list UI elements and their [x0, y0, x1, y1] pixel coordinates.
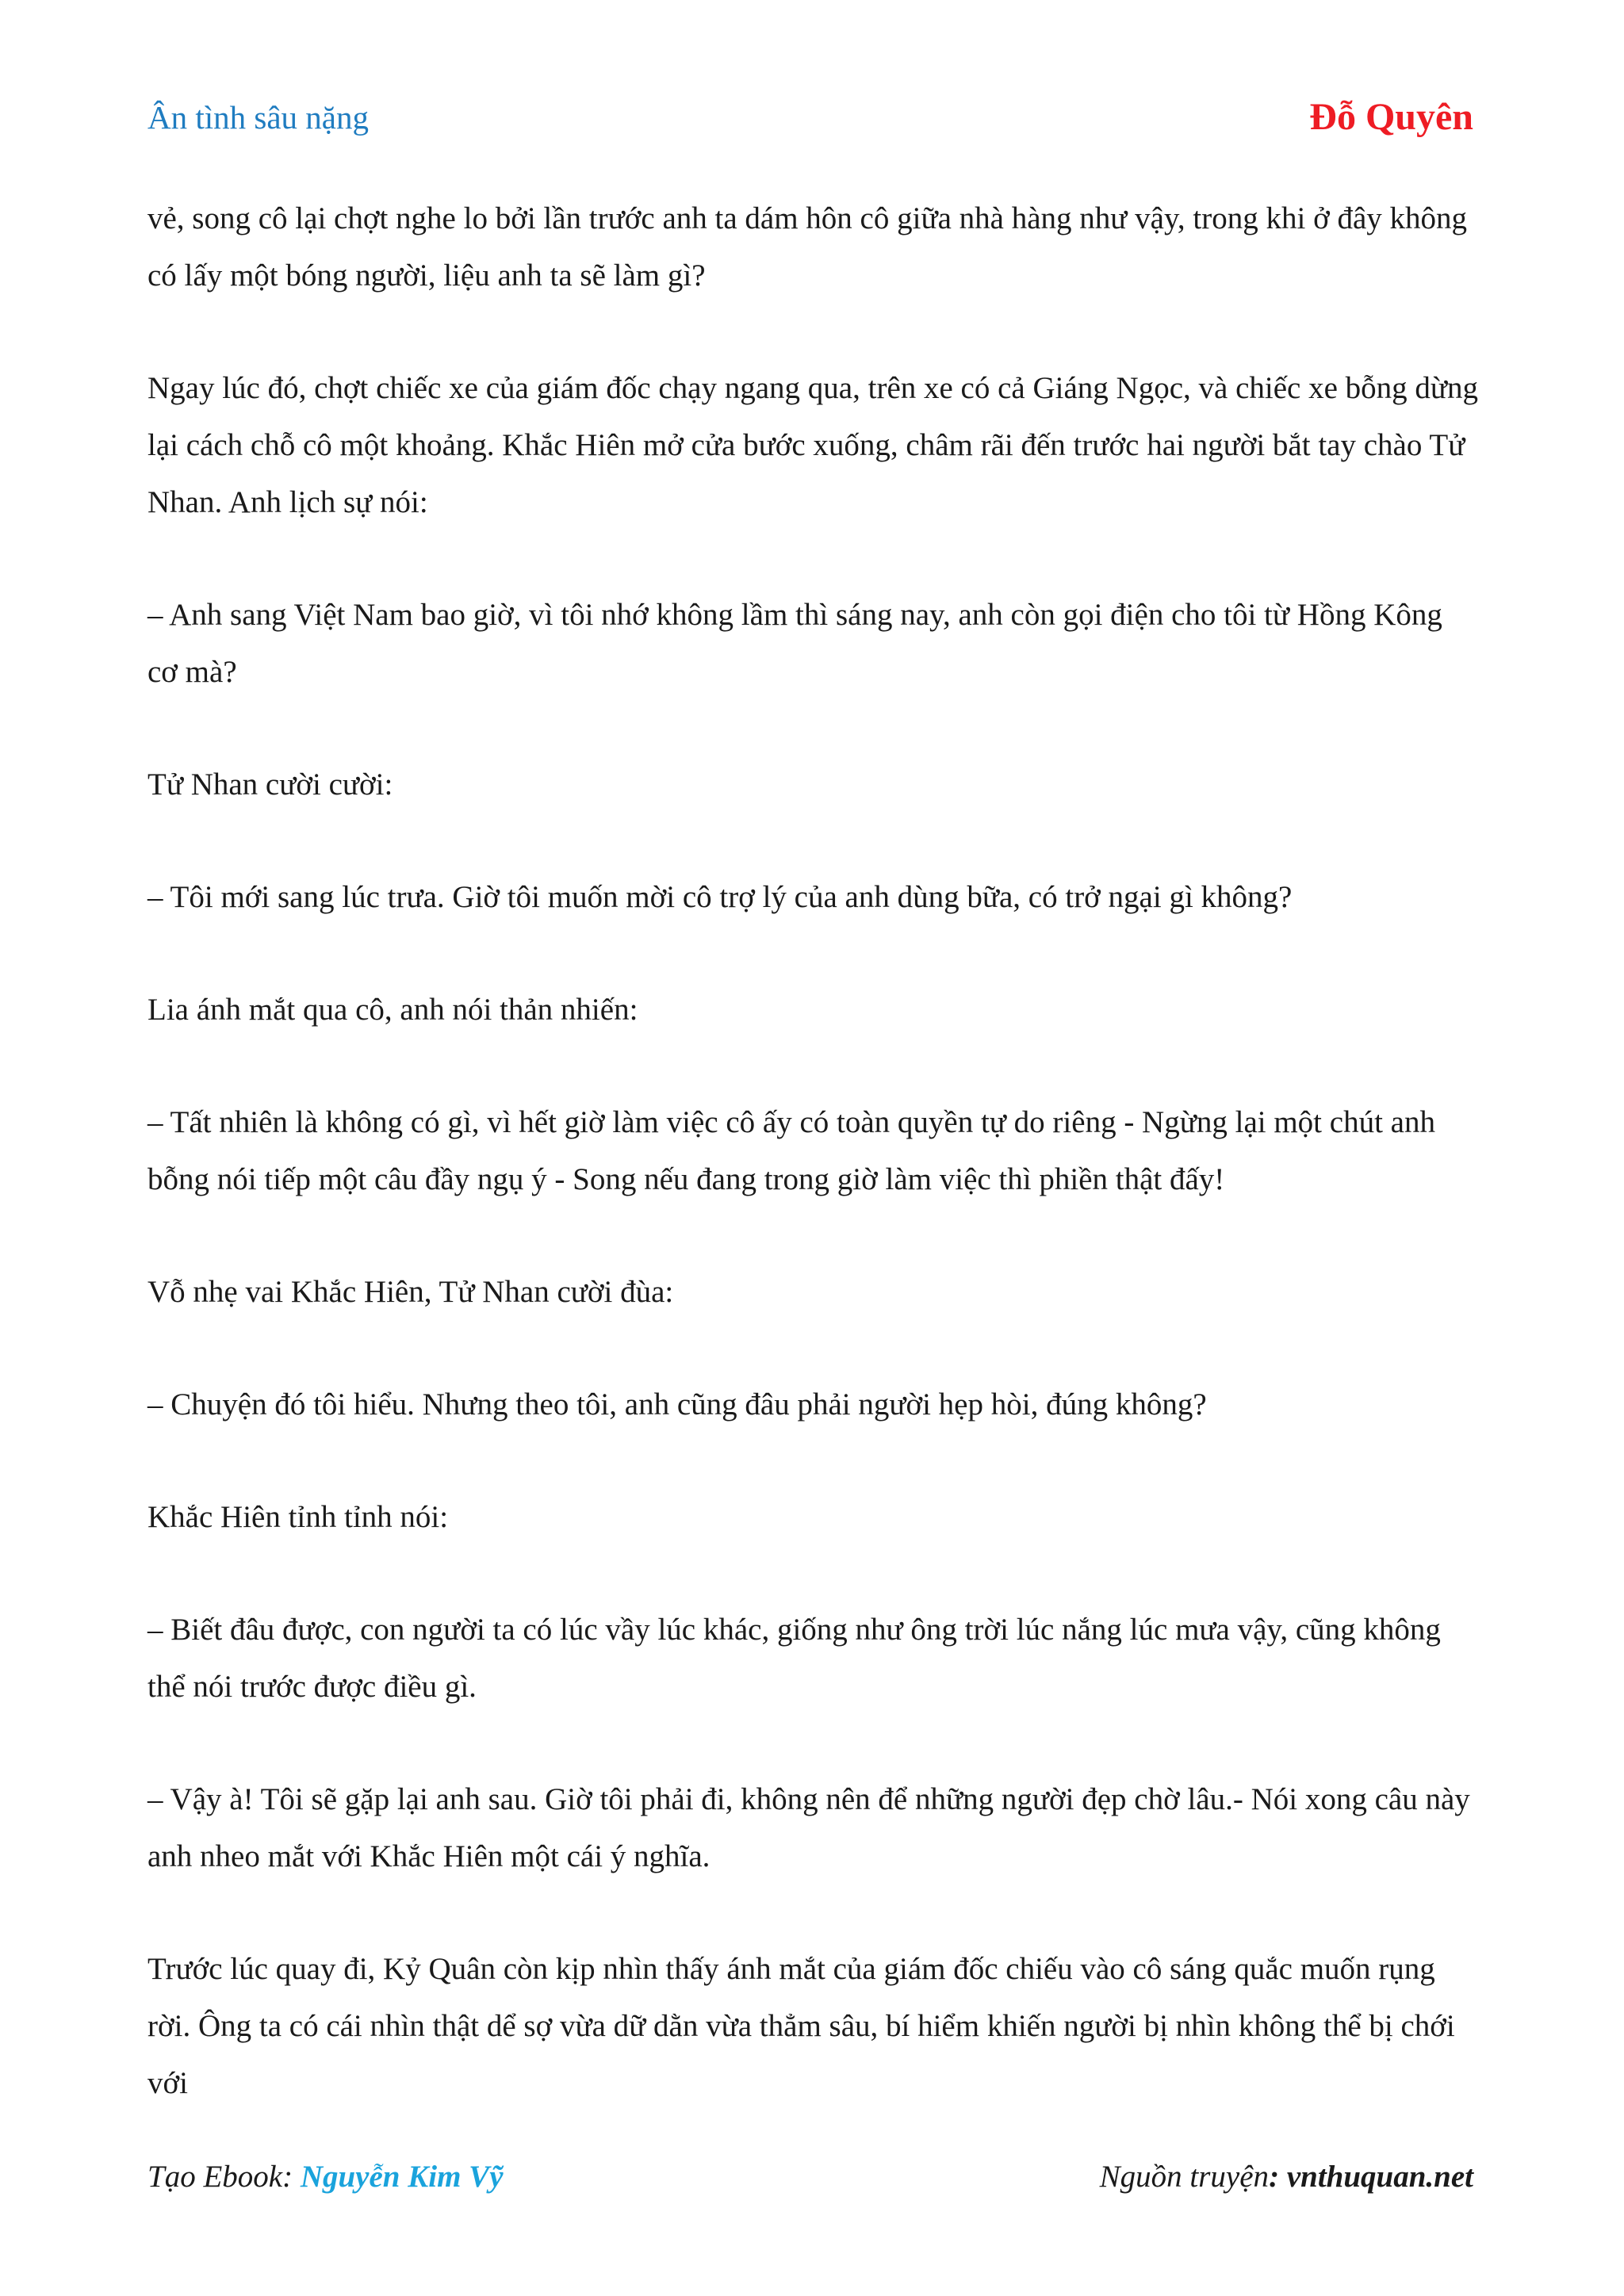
source-site: vnthuquan.net — [1286, 2160, 1473, 2194]
body-text — [147, 190, 1480, 2168]
paragraph: Vỗ nhẹ vai Khắc Hiên, Tử Nhan cười đùa: — [147, 1275, 674, 1309]
ebook-credit-label: Tạo Ebook — [147, 2160, 283, 2194]
paragraph: Lia ánh mắt qua cô, anh nói thản nhiến: — [147, 993, 638, 1027]
book-title: Ân tình sâu nặng — [147, 99, 369, 136]
paragraph: – Biết đâu được, con người ta có lúc vầy lúc khác, giống như ông trời lúc nắng lúc mưa vậy, cũng không thể nói trước được điều gì. — [147, 1613, 1441, 1704]
source-credit — [1100, 2161, 1473, 2192]
paragraph: – Chuyện đó tôi hiểu. Nhưng theo tôi, anh cũng đâu phải người hẹp hòi, đúng không? — [147, 1387, 1207, 1422]
author-name: Đỗ Quyên — [1309, 96, 1473, 138]
paragraph: Khắc Hiên tỉnh tỉnh nói: — [147, 1500, 449, 1534]
paragraph: – Anh sang Việt Nam bao giờ, vì tôi nhớ không lầm thì sáng nay, anh còn gọi điện cho tôi từ Hồng Kông cơ mà? — [147, 598, 1442, 689]
paragraph: Tử Nhan cười cười: — [147, 767, 393, 802]
paragraph: – Vậy à! Tôi sẽ gặp lại anh sau. Giờ tôi phải đi, không nên để những người đẹp chờ lâu.- Nói xong câu này anh nheo mắt với Khắc Hiên một cái ý nghĩa. — [147, 1782, 1470, 1873]
ebook-credit-separator: : — [282, 2160, 301, 2194]
paragraph: vẻ, song cô lại chợt nghe lo bởi lần trước anh ta dám hôn cô giữa nhà hàng như vậy, trong khi ở đây không có lấy một bóng người, liệu anh ta sẽ làm gì? — [147, 201, 1468, 293]
paragraph: Ngay lúc đó, chợt chiếc xe của giám đốc chạy ngang qua, trên xe có cả Giáng Ngọc, và chiếc xe bỗng dừng lại cách chỗ cô một khoảng. Khắc Hiên mở cửa bước xuống, châm rãi đến trước hai người bắt tay chào Tử Nhan. Anh lịch sự nói: — [147, 371, 1479, 519]
paragraph: – Tôi mới sang lúc trưa. Giờ tôi muốn mời cô trợ lý của anh dùng bữa, có trở ngại gì không? — [147, 880, 1293, 914]
source-credit-separator: : — [1269, 2160, 1287, 2194]
source-credit-label: Nguồn truyện — [1099, 2160, 1270, 2194]
paragraph: – Tất nhiên là không có gì, vì hết giờ làm việc cô ấy có toàn quyền tự do riêng - Ngừng lại một chút anh bỗng nói tiếp một câu đầy ngụ ý - Song nếu đang trong giờ làm việc thì phiền thật đấy! — [147, 1105, 1435, 1196]
paragraph: Trước lúc quay đi, Kỷ Quân còn kịp nhìn thấy ánh mắt của giám đốc chiếu vào cô sáng quắc muốn rụng rời. Ông ta có cái nhìn thật dể sợ vừa dữ dằn vừa thẳm sâu, bí hiểm khiến người bị nhìn không thể bị chới với — [147, 1952, 1455, 2100]
ebook-creator-name: Nguyễn Kim Vỹ — [300, 2160, 504, 2194]
ebook-credit — [147, 2161, 504, 2192]
